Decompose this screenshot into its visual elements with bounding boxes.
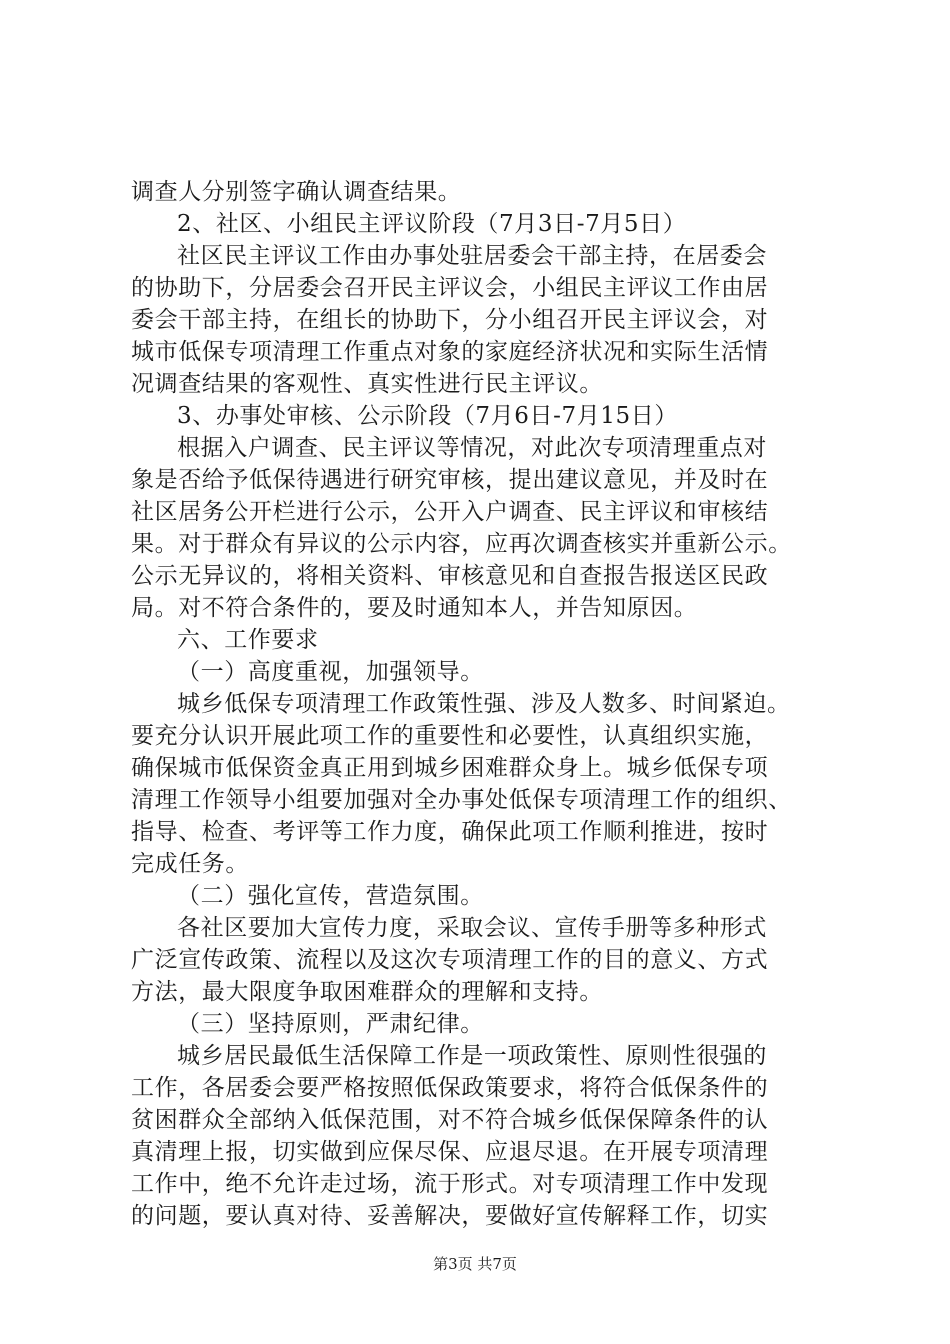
text-line: 3、办事处审核、公示阶段（7月6日-7月15日）: [177, 403, 678, 429]
text-line: 社区民主评议工作由办事处驻居委会干部主持，在居委会: [177, 243, 767, 269]
text-line: 工作中，绝不允许走过场，流于形式。对专项清理工作中发现: [131, 1171, 769, 1197]
text-line: 各社区要加大宣传力度，采取会议、宣传手册等多种形式: [177, 915, 767, 941]
text-line: （三）坚持原则，严肃纪律。: [177, 1011, 484, 1037]
text-line: 城乡低保专项清理工作政策性强、涉及人数多、时间紧迫。: [177, 691, 791, 717]
text-line: 完成任务。: [131, 851, 249, 877]
text-line: 工作，各居委会要严格按照低保政策要求，将符合低保条件的: [131, 1075, 769, 1101]
text-line: 局。对不符合条件的，要及时通知本人，并告知原因。: [131, 595, 698, 621]
text-line: 根据入户调查、民主评议等情况，对此次专项清理重点对: [177, 435, 767, 461]
text-line: 清理工作领导小组要加强对全办事处低保专项清理工作的组织、: [131, 787, 792, 813]
text-line: 确保城市低保资金真正用到城乡困难群众身上。城乡低保专项: [131, 755, 769, 781]
page-footer: 第3页 共7页: [433, 1255, 517, 1273]
text-line: 指导、检查、考评等工作力度，确保此项工作顺利推进，按时: [131, 819, 769, 845]
text-line: （一）高度重视，加强领导。: [177, 659, 484, 685]
text-line: 城乡居民最低生活保障工作是一项政策性、原则性很强的: [177, 1043, 767, 1069]
text-line: 的协助下，分居委会召开民主评议会，小组民主评议工作由居: [131, 275, 769, 301]
text-line: 贫困群众全部纳入低保范围，对不符合城乡低保保障条件的认: [131, 1107, 769, 1133]
text-line: 2、社区、小组民主评议阶段（7月3日-7月5日）: [177, 211, 687, 237]
text-line: 委会干部主持，在组长的协助下，分小组召开民主评议会，对: [131, 307, 769, 333]
text-line: 社区居务公开栏进行公示，公开入户调查、民主评议和审核结: [131, 499, 769, 525]
text-line: 的问题，要认真对待、妥善解决，要做好宣传解释工作，切实: [131, 1203, 769, 1229]
text-line: 公示无异议的，将相关资料、审核意见和自查报告报送区民政: [131, 563, 769, 589]
text-line: 调查人分别签字确认调查结果。: [131, 179, 462, 205]
text-line: 象是否给予低保待遇进行研究审核，提出建议意见，并及时在: [131, 467, 769, 493]
text-line: 要充分认识开展此项工作的重要性和必要性，认真组织实施，: [131, 723, 769, 749]
text-line: （二）强化宣传，营造氛围。: [177, 883, 484, 909]
text-line: 况调查结果的客观性、真实性进行民主评议。: [131, 371, 603, 397]
text-line: 六、工作要求: [177, 627, 319, 653]
text-line: 果。对于群众有异议的公示内容，应再次调查核实并重新公示。: [131, 531, 792, 557]
text-line: 方法，最大限度争取困难群众的理解和支持。: [131, 979, 603, 1005]
text-line: 真清理上报，切实做到应保尽保、应退尽退。在开展专项清理: [131, 1139, 769, 1165]
text-line: 广泛宣传政策、流程以及这次专项清理工作的目的意义、方式: [131, 947, 769, 973]
document-body: [131, 176, 831, 1232]
text-line: 城市低保专项清理工作重点对象的家庭经济状况和实际生活情: [131, 339, 769, 365]
